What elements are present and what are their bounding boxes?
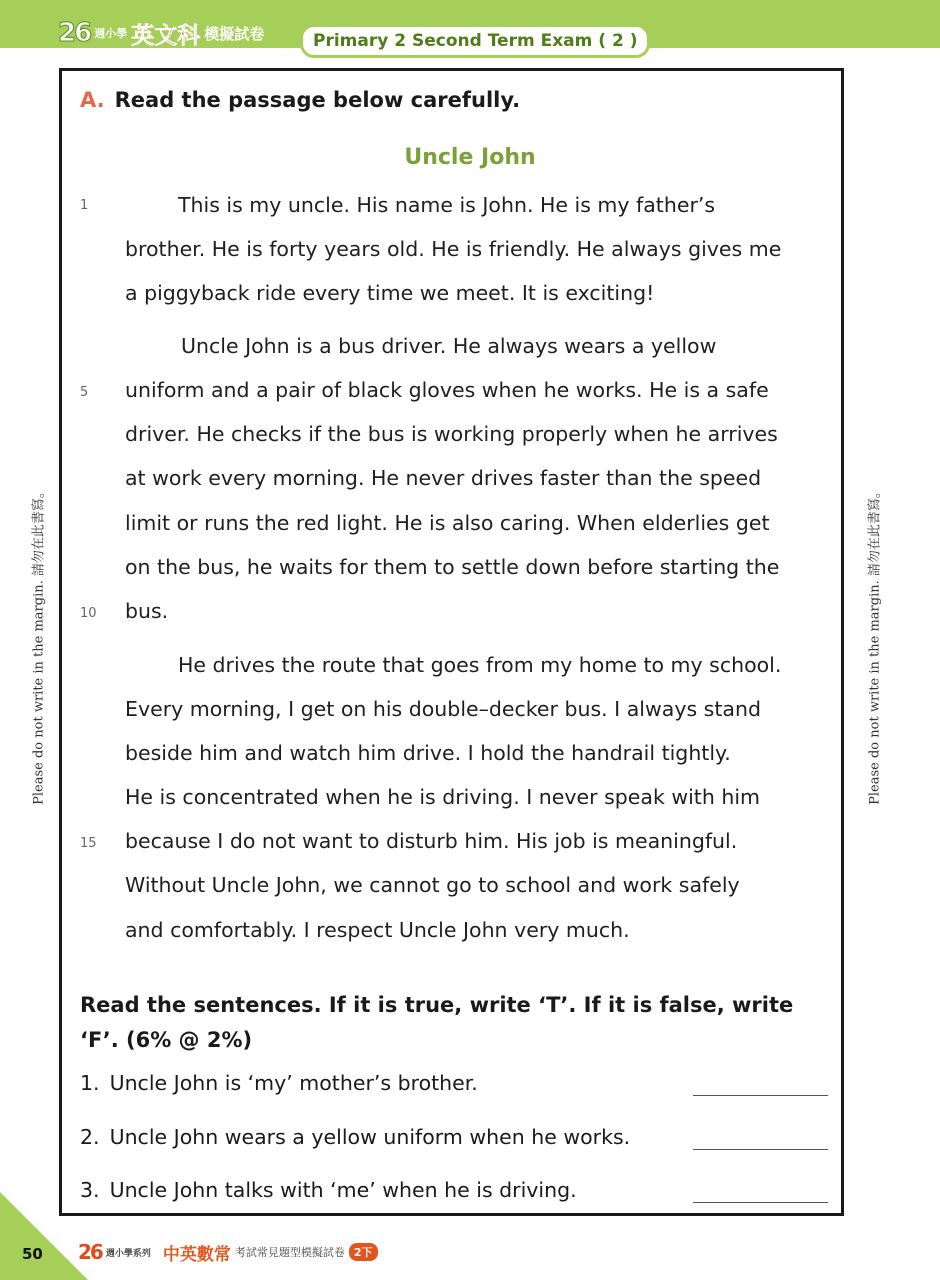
passage-line: beside him and watch him drive. I hold the handrail tightly. [125, 741, 731, 765]
passage-line: and comfortably. I respect Uncle John very much. [125, 918, 630, 942]
question-number: 2. [80, 1125, 100, 1149]
passage-line: because I do not want to disturb him. His job is meaningful. [125, 829, 738, 853]
passage-line: He is concentrated when he is driving. I never speak with him [125, 785, 760, 809]
header-brand-logo [58, 18, 264, 48]
passage-line: Without Uncle John, we cannot go to school and work safely [125, 873, 740, 897]
question-number: 3. [80, 1178, 100, 1202]
margin-note-text: Please do not write in the margin. 請勿在此書寫。 [867, 485, 883, 805]
passage-line: bus. [125, 599, 169, 623]
passage-line: on the bus, he waits for them to settle down before starting the [125, 555, 780, 579]
line-number: 5 [80, 385, 89, 400]
margin-note-text: Please do not write in the margin. 請勿在此書寫。 [31, 485, 47, 805]
brand-number: 26 [58, 18, 91, 48]
passage-title: Uncle John [404, 145, 536, 170]
brand-subject: 英文科 [131, 22, 201, 49]
section-heading [80, 88, 520, 112]
brand-type: 模擬試卷 [204, 24, 265, 43]
exercise-instruction: Read the sentences. If it is true, write ‘T’. If it is false, write [80, 993, 794, 1017]
passage-line: uniform and a pair of black gloves when he works. He is a safe [125, 378, 769, 402]
line-number: 1 [80, 198, 89, 213]
passage-line: limit or runs the red light. He is also caring. When elderlies get [125, 511, 770, 535]
corner-decoration [0, 1192, 88, 1280]
question-number: 1. [80, 1071, 100, 1095]
passage-line: at work every morning. He never drives faster than the speed [125, 466, 762, 490]
brand-small-text: 週小學 [94, 27, 128, 40]
answer-blank-1[interactable] [693, 1095, 828, 1096]
answer-blank-2[interactable] [693, 1149, 828, 1150]
footer-subjects: 中英數常 [162, 1244, 231, 1265]
footer-grade-badge: 2下 [349, 1243, 378, 1261]
passage-line: a piggyback ride every time we meet. It is exciting! [125, 281, 655, 305]
footer-description: 考試常見題型模擬試卷 [234, 1246, 345, 1259]
question-item [80, 1071, 478, 1095]
footer-brand-small: 週小學系列 [105, 1248, 151, 1259]
exam-title: Primary 2 Second Term Exam ( 2 ) [313, 31, 638, 51]
question-text: Uncle John talks with ‘me’ when he is driving. [109, 1178, 577, 1202]
question-item [80, 1178, 577, 1202]
passage-line: driver. He checks if the bus is working properly when he arrives [125, 422, 778, 446]
exercise-instruction-cont: ‘F’. (6% @ 2%) [80, 1028, 253, 1052]
line-number: 15 [80, 836, 97, 851]
passage-line: This is my uncle. His name is John. He is my father’s [178, 193, 716, 217]
question-text: Uncle John is ‘my’ mother’s brother. [109, 1071, 478, 1095]
line-number: 10 [80, 606, 97, 621]
passage-line: Uncle John is a bus driver. He always wears a yellow [181, 334, 717, 358]
question-item [80, 1125, 630, 1149]
footer-brand [78, 1240, 378, 1264]
passage-line: brother. He is forty years old. He is friendly. He always gives me [125, 237, 782, 261]
section-heading-text: Read the passage below carefully. [114, 88, 521, 112]
footer-brand-number: 26 [78, 1240, 102, 1264]
answer-blank-3[interactable] [693, 1202, 828, 1203]
passage-line: Every morning, I get on his double–decker bus. I always stand [125, 697, 761, 721]
passage-line: He drives the route that goes from my home to my school. [178, 653, 782, 677]
section-letter: A. [80, 88, 105, 112]
page-number: 50 [22, 1245, 43, 1263]
question-text: Uncle John wears a yellow uniform when he works. [109, 1125, 631, 1149]
exam-title-tag [300, 24, 650, 58]
